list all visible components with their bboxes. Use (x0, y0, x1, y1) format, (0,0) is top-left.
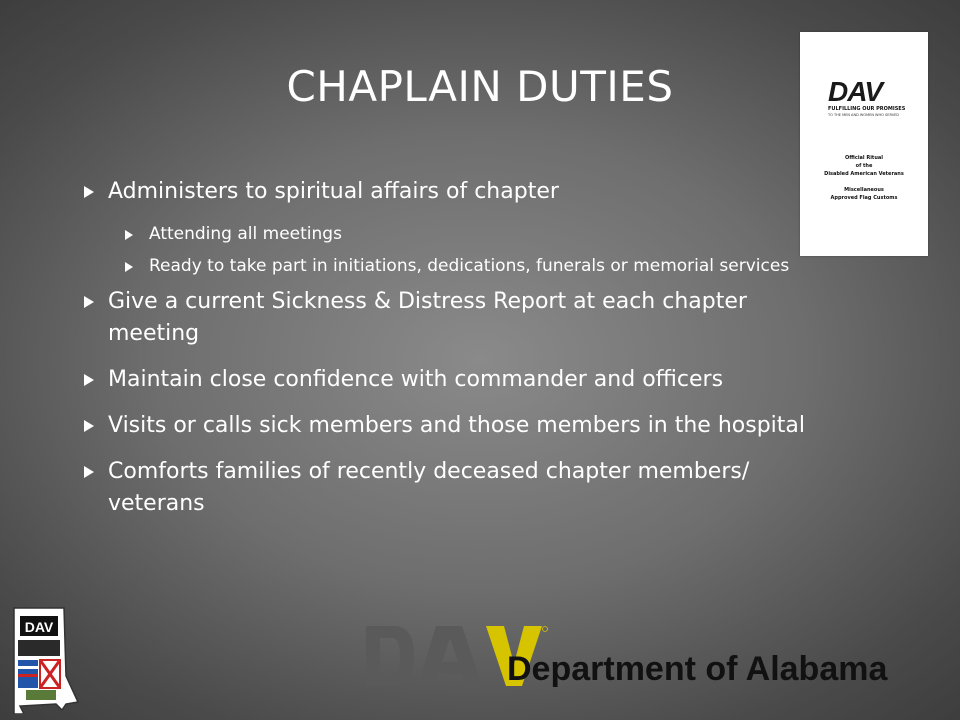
cover-line: Approved Flag Customs (830, 195, 898, 201)
cover-tagline-sub: TO THE MEN AND WOMEN WHO SERVED (828, 113, 899, 117)
sub-bullet-item (125, 254, 809, 279)
bullet-arrow-icon (84, 466, 94, 478)
bullet-text: Comforts families of recently deceased chapter members/ veterans (108, 459, 750, 516)
sub-bullet-arrow-icon (125, 230, 133, 240)
bullet-arrow-icon (84, 420, 94, 432)
cover-line: Disabled American Veterans (824, 171, 904, 177)
sub-bullet-text: Ready to take part in initiations, dedications, funerals or memorial services (149, 256, 790, 276)
sub-bullet-arrow-icon (125, 262, 133, 272)
bullet-list (84, 176, 804, 534)
bullet-text: Maintain close confidence with commander and officers (108, 367, 724, 392)
bullet-item (84, 364, 898, 396)
bullet-item (84, 176, 804, 208)
ritual-book-cover (800, 32, 928, 256)
bullet-item (84, 410, 898, 442)
cover-tagline: FULFILLING OUR PROMISES (828, 106, 906, 112)
bullet-text: Visits or calls sick members and those members in the hospital (108, 413, 805, 438)
sub-bullet-text: Attending all meetings (149, 224, 342, 244)
cover-line: Official Ritual (845, 155, 883, 161)
bullet-arrow-icon (84, 296, 94, 308)
cover-dav-logo: DAV (828, 76, 883, 107)
bullet-text: Give a current Sickness & Distress Report at each chapter meeting (108, 289, 747, 346)
alabama-chapter-logo (6, 606, 88, 714)
bullet-text: Administers to spiritual affairs of chapter (108, 179, 559, 204)
slide-title: CHAPLAIN DUTIES (286, 62, 674, 111)
sub-bullet-list (84, 222, 804, 279)
sub-bullet-item (125, 222, 809, 247)
bullet-arrow-icon (84, 374, 94, 386)
cover-line: of the (855, 163, 873, 169)
department-name: Department of Alabama (507, 650, 888, 688)
bullet-arrow-icon (84, 186, 94, 198)
bullet-item (84, 286, 804, 350)
bullet-item (84, 456, 804, 520)
state-logo-text: DAV (24, 619, 54, 635)
cover-line: Miscellaneous (844, 187, 884, 193)
